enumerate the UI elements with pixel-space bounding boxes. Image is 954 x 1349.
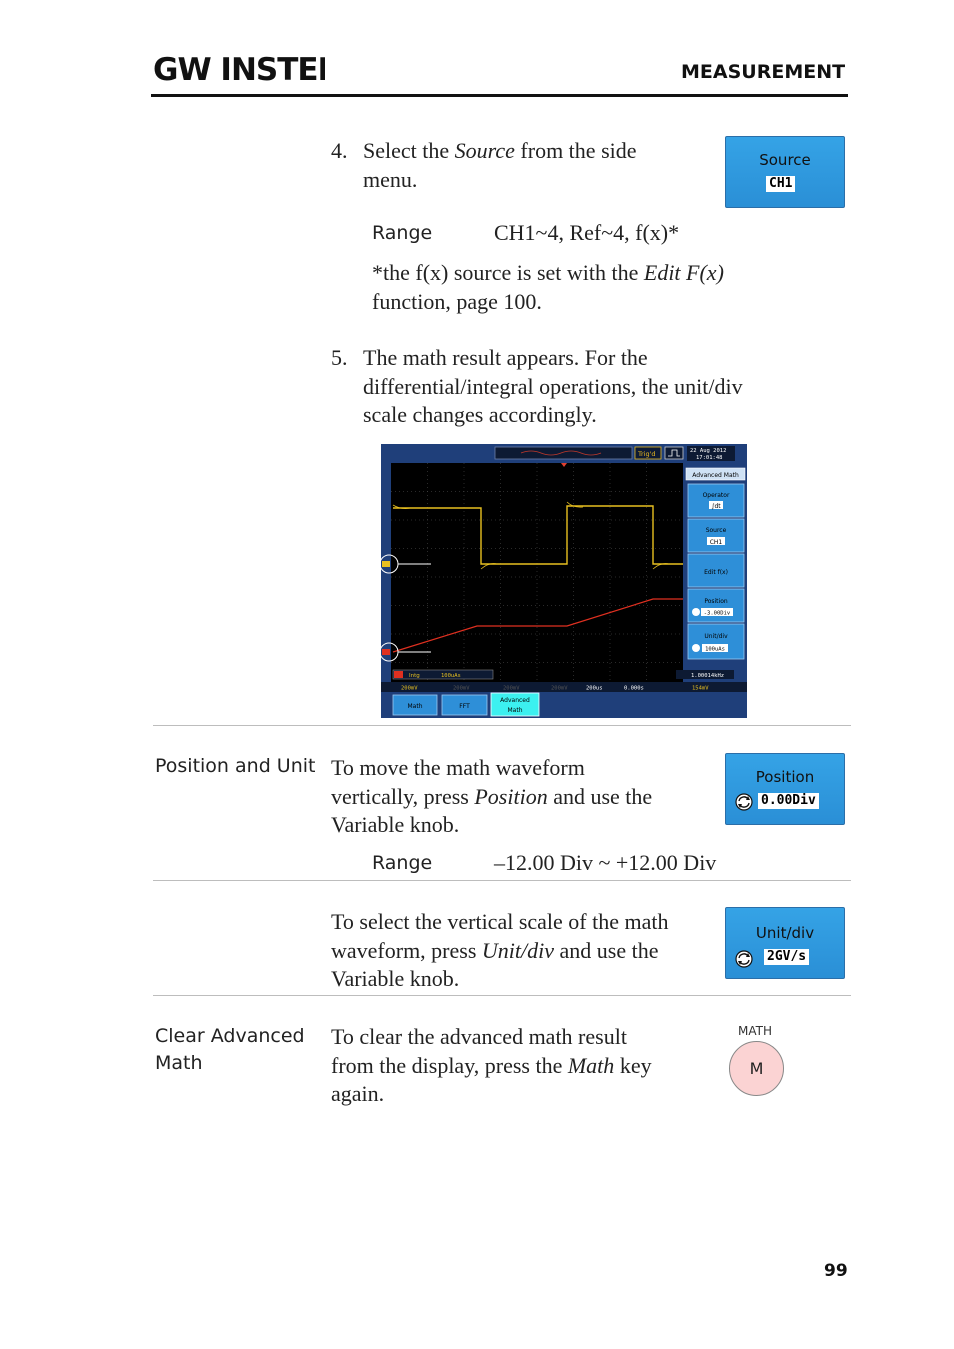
clear-line2-post: key	[614, 1052, 652, 1078]
step4-range-label: Range	[372, 222, 433, 244]
step4-line1	[363, 137, 703, 166]
math-key-caption: MATH	[738, 1024, 772, 1038]
step4-line1-pre: Select the	[363, 138, 455, 163]
step4-note-line1	[372, 259, 792, 288]
scope-btn-advanced: Advanced	[500, 697, 530, 704]
source-softkey[interactable]	[725, 136, 845, 208]
step4-note-line2: function, page 100.	[372, 288, 542, 314]
divider-3	[153, 995, 851, 996]
position-unit-line3: Variable knob.	[331, 812, 460, 837]
scope-menu-unitdiv-value: 100uAs	[705, 646, 725, 653]
scope-menu-operator-title: Operator	[702, 492, 730, 499]
clear-label	[155, 1023, 305, 1077]
position-unit-text	[331, 754, 711, 840]
header-rule	[151, 94, 848, 97]
step4-line2: menu.	[363, 166, 418, 192]
scope-menu-edit-fx-title: Edit f(x)	[704, 569, 728, 576]
scope-bar-trig: 154mV	[692, 685, 709, 692]
source-softkey-title: Source	[759, 151, 811, 169]
scope-menu-source-title: Source	[705, 527, 727, 534]
step5-line1: The math result appears. For the	[363, 345, 648, 370]
position-unit-line2	[331, 783, 711, 812]
scope-status-freq: 1.00014kHz	[691, 673, 725, 679]
scope-menu-unitdiv-title: Unit/div	[704, 633, 728, 640]
step4-note-pre: *the f(x) source is set with the	[372, 260, 644, 285]
scope-menu-position-value: -3.00Div	[703, 610, 731, 617]
math-key-button[interactable]: M	[729, 1041, 784, 1096]
scope-btn-math: Math	[407, 703, 423, 710]
scope-btn-fft: FFT	[459, 703, 470, 710]
clear-line2-pre: from the display, press the	[331, 1052, 568, 1078]
scope-bar-ch3: 200mV	[503, 685, 520, 692]
position-term: Position	[474, 783, 548, 809]
step5-line2: differential/integral operations, the unit/div	[363, 373, 743, 399]
position-softkey-title: Position	[755, 768, 815, 786]
divider-2	[153, 880, 851, 881]
step4-note	[372, 259, 792, 316]
position-softkey-value: 0.00Div	[758, 793, 819, 809]
clear-line1: To clear the advanced math result	[331, 1024, 627, 1049]
variable-knob-icon	[735, 950, 753, 968]
scope-trig-status: Trig'd	[638, 450, 656, 458]
scope-menu-operator-value: ∫dt	[711, 503, 721, 510]
step5-number: 5.	[331, 345, 348, 370]
clear-label-line1: Clear Advanced	[155, 1025, 305, 1047]
scope-bar-ch2: 200mV	[453, 685, 470, 692]
variable-knob-icon	[735, 793, 753, 811]
position-range-value: –12.00 Div ~ +12.00 Div	[494, 850, 717, 875]
brand-logo-graphic	[153, 52, 325, 84]
step4-line1-post: from the side	[514, 138, 637, 163]
unitdiv-term: Unit/div	[481, 937, 555, 963]
position-unit-line1: To move the math waveform	[331, 755, 585, 780]
scope-menu-source-value: CH1	[709, 539, 723, 546]
unitdiv-softkey[interactable]	[725, 907, 845, 979]
scope-bar-ch4: 200mV	[551, 685, 568, 692]
clear-line3: again.	[331, 1081, 385, 1106]
math-term: Math	[567, 1052, 615, 1078]
position-unit-label: Position and Unit	[155, 755, 316, 777]
unitdiv-softkey-title: Unit/div	[755, 924, 815, 942]
page-number: 99	[824, 1261, 848, 1281]
scope-menu-operator	[688, 484, 744, 517]
section-title: MEASUREMENT	[681, 61, 846, 83]
scope-time: 17:01:48	[696, 455, 723, 461]
source-softkey-value: CH1	[766, 176, 795, 192]
step5-line3: scale changes accordingly.	[363, 402, 597, 427]
step4-note-term: Edit F(x)	[643, 260, 724, 285]
step4-source-term: Source	[454, 138, 515, 163]
scope-menu-source	[688, 519, 744, 552]
step5-text	[363, 344, 833, 430]
scope-menu-position-title: Position	[704, 598, 728, 605]
unitdiv-text	[331, 908, 723, 994]
brand-logo-text: GW INSTEK	[153, 52, 325, 84]
clear-label-line2: Math	[155, 1052, 203, 1074]
brand-logo	[153, 52, 325, 84]
scope-bar-time: 200us	[586, 685, 603, 692]
step4-text	[363, 137, 703, 194]
position-unit-line2-pre: vertically, press	[331, 783, 475, 809]
scope-menu-unitdiv	[688, 624, 744, 659]
divider-1	[153, 725, 851, 726]
unitdiv-line2-pre: waveform, press	[331, 937, 482, 963]
unitdiv-line2-post: and use the	[554, 937, 659, 963]
unitdiv-line1: To select the vertical scale of the math	[331, 909, 669, 934]
step4-range-value: CH1~4, Ref~4, f(x)*	[494, 220, 680, 245]
scope-date: 22 Aug 2012	[690, 448, 727, 454]
position-softkey[interactable]	[725, 753, 845, 825]
scope-screenshot	[381, 444, 747, 718]
clear-text	[331, 1023, 711, 1109]
unitdiv-softkey-value: 2GV/s	[764, 949, 809, 965]
step4-number: 4.	[331, 138, 348, 163]
unitdiv-line3: Variable knob.	[331, 966, 460, 991]
scope-display	[381, 444, 747, 718]
scope-menu-position	[688, 589, 744, 622]
position-unit-line2-post: and use the	[547, 783, 653, 809]
scope-btn-advanced-math: Math	[507, 707, 523, 714]
scope-status-intg-value: 100uAs	[441, 673, 461, 679]
scope-menu-title: Advanced Math	[692, 472, 739, 479]
scope-menu-edit-fx	[688, 554, 744, 587]
scope-bar-pos: 0.000s	[624, 685, 644, 692]
scope-bar-ch1: 200mV	[401, 685, 418, 692]
scope-status-intg: Intg	[409, 673, 420, 679]
clear-line2	[331, 1052, 711, 1081]
position-range-label: Range	[372, 852, 433, 874]
unitdiv-line2	[331, 937, 723, 966]
